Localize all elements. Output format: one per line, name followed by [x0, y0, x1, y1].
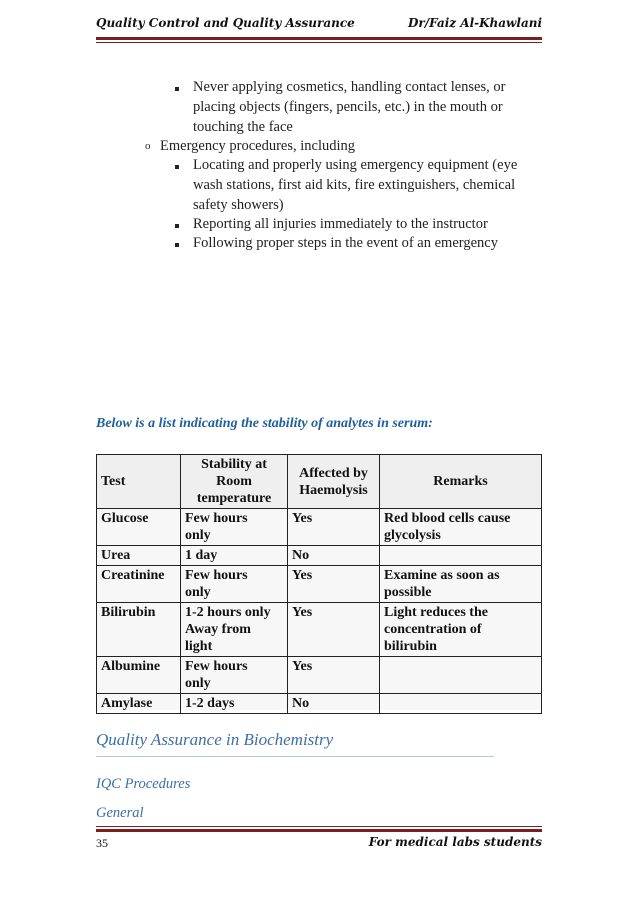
header-test: Test: [97, 455, 181, 509]
cell-line: Red blood cells cause: [384, 511, 511, 526]
cell-line: Few hours: [185, 511, 248, 526]
cell-line: Few hours: [185, 659, 248, 674]
header-title: Quality Control and Quality Assurance: [96, 16, 355, 30]
cell-stability: 1 day: [181, 546, 288, 566]
footer-audience: For medical labs students: [368, 835, 542, 849]
cell-remarks: [380, 603, 542, 657]
header-rule-thin: [96, 42, 542, 43]
page-header: [96, 14, 542, 36]
square-bullet-icon: [175, 165, 179, 169]
bullet-item-2-line-1: Locating and properly using emergency equipment (eye: [193, 157, 518, 173]
cell-haemolysis: No: [288, 694, 380, 714]
bullet-item-2-line-3: safety showers): [193, 197, 284, 213]
cell-line: Away from: [185, 622, 251, 637]
table-row: [97, 603, 542, 657]
bullet-item-1-line-1: Never applying cosmetics, handling contact lenses, or: [193, 79, 506, 95]
cell-line: Examine as soon as: [384, 568, 500, 583]
cell-test: Glucose: [97, 509, 181, 546]
footer-rule: [96, 829, 542, 832]
cell-test: Amylase: [97, 694, 181, 714]
cell-stability: [181, 566, 288, 603]
cell-remarks: [380, 546, 542, 566]
table-row: [97, 694, 542, 714]
header-stability: [181, 455, 288, 509]
subheading-iqc: IQC Procedures: [96, 776, 191, 792]
cell-haemolysis: Yes: [288, 509, 380, 546]
section-heading-qa: Quality Assurance in Biochemistry: [96, 730, 334, 749]
table-header-row: [97, 455, 542, 509]
bullet-item-1-line-3: touching the face: [193, 119, 293, 135]
header-stability-line: Room: [216, 474, 252, 489]
table-caption: Below is a list indicating the stability of analytes in serum:: [96, 416, 433, 431]
table-row: [97, 509, 542, 546]
square-bullet-icon: [175, 224, 179, 228]
cell-remarks: [380, 657, 542, 694]
cell-line: Light reduces the: [384, 605, 488, 620]
table-row: [97, 566, 542, 603]
cell-haemolysis: Yes: [288, 603, 380, 657]
bullet-item-3: Reporting all injuries immediately to the instructor: [193, 216, 488, 232]
cell-line: 1-2 hours only: [185, 605, 271, 620]
header-remarks: Remarks: [380, 455, 542, 509]
square-bullet-icon: [175, 243, 179, 247]
header-stability-line: Stability at: [201, 457, 267, 472]
cell-test: Albumine: [97, 657, 181, 694]
cell-stability: [181, 509, 288, 546]
cell-stability: [181, 657, 288, 694]
cell-remarks: [380, 509, 542, 546]
circle-bullet-icon: o: [145, 140, 151, 152]
bullet-item-4: Following proper steps in the event of an emergency: [193, 235, 498, 251]
header-affected: [288, 455, 380, 509]
square-bullet-icon: [175, 87, 179, 91]
header-affected-line: Affected by: [299, 465, 368, 481]
cell-remarks: [380, 566, 542, 603]
cell-stability: 1-2 days: [181, 694, 288, 714]
cell-line: light: [185, 639, 213, 654]
footer-rule-thin: [96, 826, 542, 827]
cell-line: glycolysis: [384, 528, 441, 543]
cell-line: only: [185, 676, 211, 691]
stability-table: [96, 454, 542, 714]
sub-heading-emergency: Emergency procedures, including: [160, 138, 356, 154]
cell-line: concentration of: [384, 622, 482, 637]
table-row: [97, 546, 542, 566]
cell-test: Bilirubin: [97, 603, 181, 657]
bullet-item-1-line-2: placing objects (fingers, pencils, etc.) in the mouth or: [193, 99, 503, 115]
cell-stability: [181, 603, 288, 657]
cell-haemolysis: Yes: [288, 566, 380, 603]
cell-test: Urea: [97, 546, 181, 566]
subheading-general: General: [96, 805, 144, 821]
bullet-item-2-line-2: wash stations, first aid kits, fire extinguishers, chemical: [193, 177, 516, 193]
page-number: 35: [96, 836, 108, 850]
cell-line: Few hours: [185, 568, 248, 583]
cell-haemolysis: No: [288, 546, 380, 566]
cell-line: bilirubin: [384, 639, 437, 654]
cell-line: only: [185, 528, 211, 543]
cell-haemolysis: Yes: [288, 657, 380, 694]
table-row: [97, 657, 542, 694]
header-author: Dr/Faiz Al-Khawlani: [407, 16, 542, 30]
section-heading-rule: [96, 756, 494, 757]
cell-line: possible: [384, 585, 432, 600]
header-stability-line: temperature: [196, 491, 272, 506]
header-rule: [96, 37, 542, 40]
cell-line: only: [185, 585, 211, 600]
header-affected-line: Haemolysis: [299, 482, 368, 498]
cell-remarks: [380, 694, 542, 714]
cell-test: Creatinine: [97, 566, 181, 603]
